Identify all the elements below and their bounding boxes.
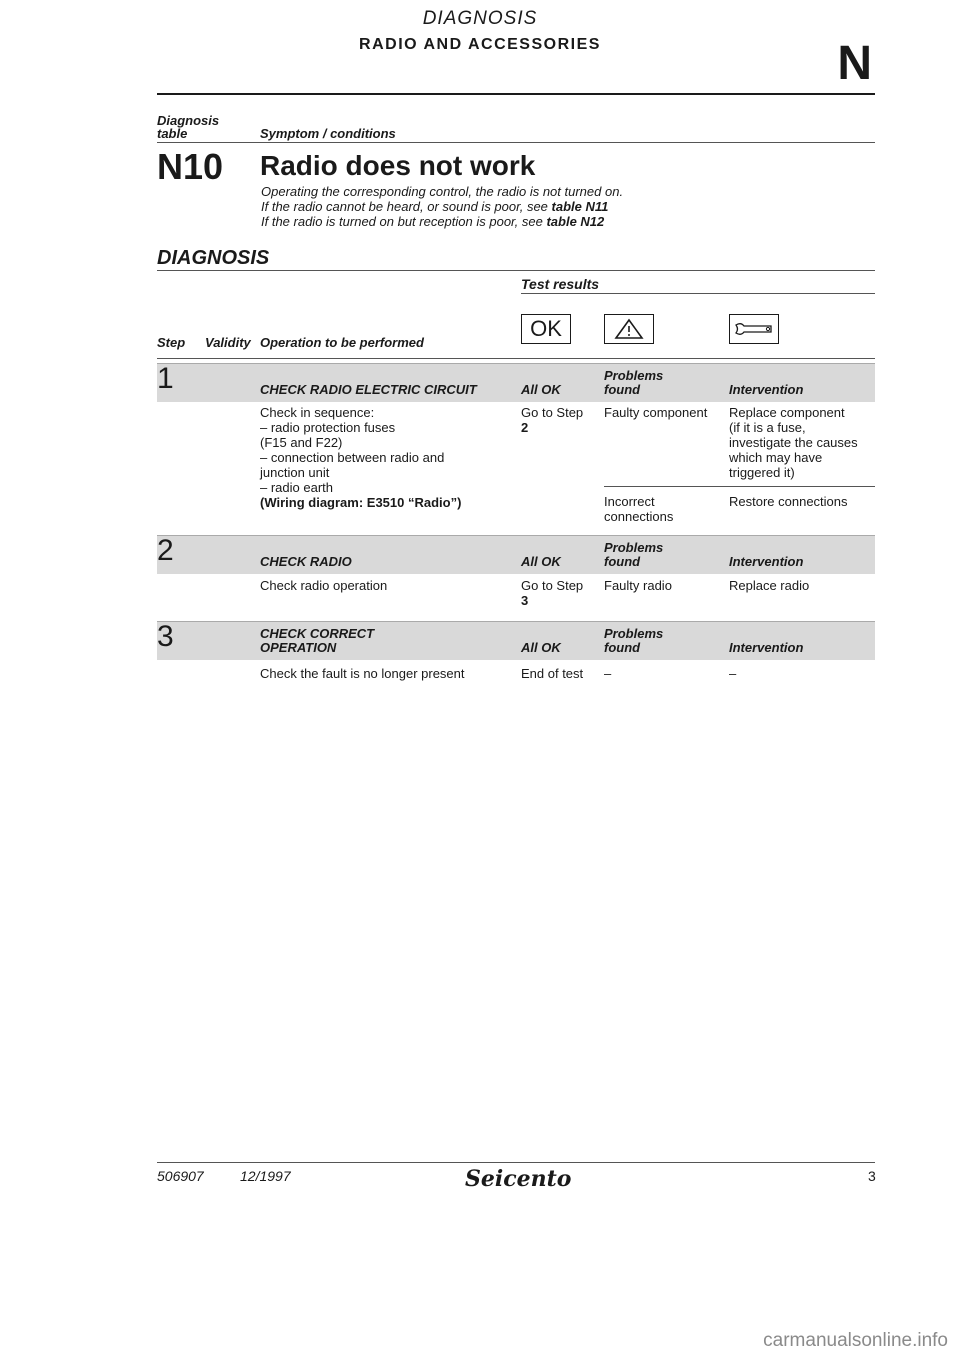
step-1-operation-line: – radio protection fuses — [260, 420, 396, 435]
step-3-heading-line: OPERATION — [260, 640, 337, 655]
ok-result-box — [521, 314, 571, 344]
step-1-problems-label: Problems — [604, 368, 664, 383]
step-2-ok-result — [521, 578, 583, 608]
step-2-problem-a: Faulty radio — [604, 578, 672, 593]
symptom-conditions-label: Symptom / conditions — [260, 126, 396, 141]
header-divider — [157, 93, 875, 95]
step-1-problems-found — [604, 369, 663, 397]
section-title: RADIO AND ACCESSORIES — [359, 36, 601, 53]
symptom-line-1: Operating the corresponding control, the radio is not turned on. — [261, 184, 624, 199]
diagnosis-table-label: Diagnosis — [157, 113, 220, 128]
step-3-intervention-a: – — [729, 666, 737, 681]
table-header-divider — [157, 142, 875, 143]
step-2-next-step: 3 — [521, 593, 529, 608]
step-1-intervention-a — [729, 405, 858, 480]
intervention-result-box — [729, 314, 779, 344]
step-1-operation-line: – connection between radio and — [260, 450, 445, 465]
test-results-label: Test results — [521, 276, 600, 292]
symptom-line-3 — [261, 214, 623, 229]
step-1-go-to-step: Go to Step — [521, 405, 584, 420]
document-category: DIAGNOSIS — [422, 8, 538, 29]
step-1-intervention-line: Replace component — [729, 405, 845, 420]
step-1-problem-b — [604, 494, 673, 524]
symptom-title: Radio does not work — [260, 150, 536, 181]
step-3-problems-found — [604, 627, 663, 655]
step-1-operation-line: junction unit — [260, 465, 330, 480]
step-1-intervention-label: Intervention — [729, 382, 804, 397]
operation-column-header: Operation to be performed — [260, 335, 424, 350]
columns-divider — [157, 358, 875, 359]
step-1-operation-line: Check in sequence: — [260, 405, 375, 420]
diagnosis-divider — [157, 270, 875, 271]
step-2-number: 2 — [157, 534, 174, 567]
symptom-line-2 — [261, 199, 623, 214]
step-2-operation: Check radio operation — [260, 578, 388, 593]
step-3-heading — [260, 627, 374, 655]
step-3-ok-result: End of test — [521, 666, 584, 681]
step-1-operation-line: – radio earth — [260, 480, 333, 495]
step-2-problems-found — [604, 541, 663, 569]
page-number: 3 — [868, 1168, 876, 1184]
step-2-intervention-label: Intervention — [729, 554, 804, 569]
warning-result-box — [604, 314, 654, 344]
step-1-intervention-line: investigate the causes — [729, 435, 858, 450]
step-1-ok-result — [521, 405, 583, 435]
table-n12-ref: table N12 — [546, 214, 605, 229]
step-1-heading: CHECK RADIO ELECTRIC CIRCUIT — [260, 382, 477, 397]
validity-column-header: Validity — [205, 335, 251, 350]
step-1-problem-divider — [604, 486, 875, 487]
warning-triangle-icon — [614, 318, 644, 340]
step-1-operation-line: (F15 and F22) — [260, 435, 343, 450]
symptom-line-3-text: If the radio is turned on but reception is poor, see — [261, 214, 547, 229]
step-1-problem-b-line: Incorrect — [604, 494, 655, 509]
step-3-found-label: found — [604, 640, 641, 655]
table-n11-ref: table N11 — [551, 199, 609, 214]
step-1-next-step: 2 — [521, 420, 529, 435]
symptom-code: N10 — [157, 146, 224, 187]
step-1-problem-a: Faulty component — [604, 405, 708, 420]
step-1-found-label: found — [604, 382, 641, 397]
diagnosis-table-label-2: table — [157, 126, 188, 141]
test-results-divider — [521, 293, 875, 294]
step-3-number: 3 — [157, 620, 174, 653]
document-date: 12/1997 — [240, 1168, 291, 1184]
ok-label: OK — [530, 316, 562, 341]
step-1-problem-b-line: connections — [604, 509, 674, 524]
step-2-all-ok: All OK — [521, 554, 561, 569]
diagnosis-heading: DIAGNOSIS — [157, 247, 270, 269]
step-1-intervention-line: which may have — [729, 450, 823, 465]
step-1-intervention-line: (if it is a fuse, — [729, 420, 806, 435]
footer-divider — [157, 1162, 875, 1163]
step-1-number: 1 — [157, 362, 174, 395]
step-2-go-to-step: Go to Step — [521, 578, 584, 593]
step-column-header: Step — [157, 335, 186, 350]
step-3-problem-a: – — [604, 666, 612, 681]
step-1-wiring-diagram-ref: (Wiring diagram: E3510 “Radio”) — [260, 495, 462, 510]
document-number: 506907 — [157, 1168, 204, 1184]
step-3-all-ok: All OK — [521, 640, 561, 655]
step-3-operation: Check the fault is no longer present — [260, 666, 465, 681]
symptom-description — [261, 184, 623, 229]
brand-logo: Seicento — [465, 1166, 572, 1192]
section-letter: N — [837, 37, 872, 90]
symptom-line-2-text: If the radio cannot be heard, or sound is poor, see — [261, 199, 552, 214]
step-2-heading: CHECK RADIO — [260, 554, 352, 569]
step-3-problems-label: Problems — [604, 626, 664, 641]
step-3-heading-line: CHECK CORRECT — [260, 626, 375, 641]
step-1-all-ok: All OK — [521, 382, 561, 397]
wrench-icon — [733, 321, 775, 337]
step-2-problems-label: Problems — [604, 540, 664, 555]
watermark: carmanualsonline.info — [763, 1330, 948, 1351]
step-1-intervention-line: triggered it) — [729, 465, 795, 480]
step-1-intervention-b: Restore connections — [729, 494, 848, 509]
step-2-found-label: found — [604, 554, 641, 569]
step-3-intervention-label: Intervention — [729, 640, 804, 655]
step-1-operation — [260, 405, 461, 510]
step-2-intervention-a: Replace radio — [729, 578, 810, 593]
